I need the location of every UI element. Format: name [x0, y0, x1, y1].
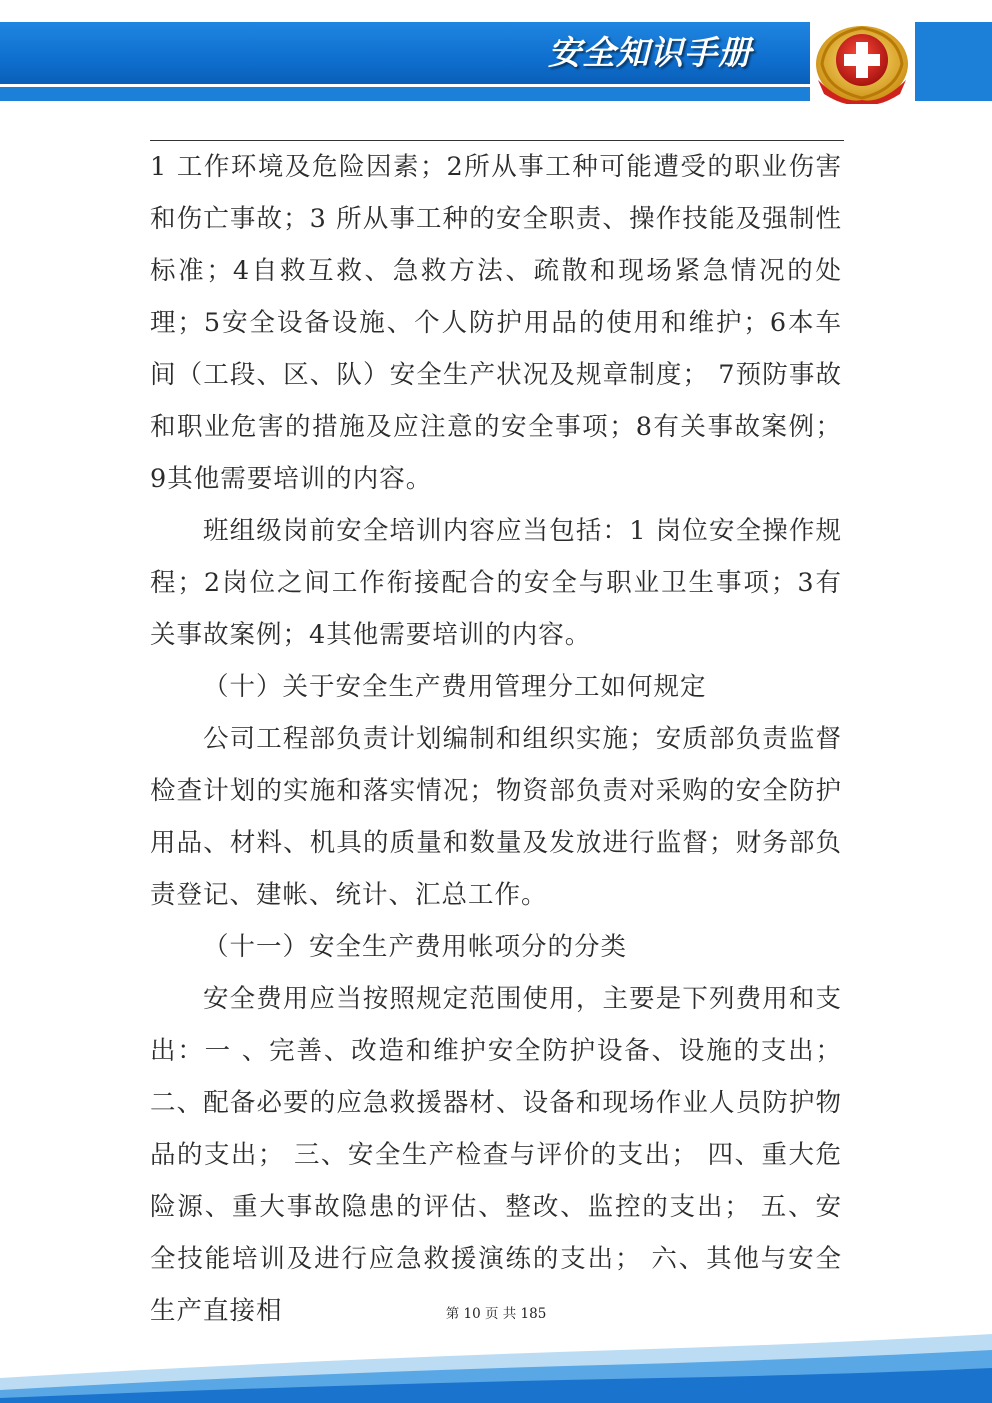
paragraph: 班组级岗前安全培训内容应当包括：1 岗位安全操作规程；2岗位之间工作衔接配合的安全与职业卫生事项；3有关事故案例；4其他需要培训的内容。: [150, 516, 842, 650]
page-number: 第 10 页 共 185: [445, 1306, 547, 1322]
footer-wave: [0, 1320, 992, 1403]
page-header: [0, 0, 992, 120]
header-band-stripe: [0, 87, 810, 101]
section-heading: （十）关于安全生产费用管理分工如何规定: [203, 672, 707, 702]
section-heading: （十一）安全生产费用帐项分的分类: [203, 932, 628, 962]
paragraph: 1 工作环境及危险因素；2所从事工种可能遭受的职业伤害和伤亡事故；3 所从事工种的安全职责、操作技能及强制性标准；4自救互救、急救方法、疏散和现场紧急情况的处理；5安全设备设施、个人防护用品的使用和维护；6本车间（工段、区、队）安全生产状况及规章制度； 7预防事故和职业危害的措施及应注意的安全事项；8有关事故案例； 9其他需要培训的内容。: [150, 152, 842, 494]
header-band-right: [915, 22, 992, 101]
page-body: [150, 141, 842, 1337]
paragraph: 安全费用应当按照规定范围使用，主要是下列费用和支出：一 、完善、改造和维护安全防护设备、设施的支出；二、配备必要的应急救援器材、设备和现场作业人员防护物品的支出； 三、安全生产检查与评价的支出； 四、重大危险源、重大事故隐患的评估、整改、监控的支出； 五、安全技能培训及进行应急救援演练的支出； 六、其他与安全生产直接相: [150, 984, 842, 1326]
handbook-title: 安全知识手册: [548, 33, 752, 72]
safety-cross-emblem-icon: [812, 20, 912, 104]
paragraph: 公司工程部负责计划编制和组织实施；安质部负责监督检查计划的实施和落实情况；物资部负责对采购的安全防护用品、材料、机具的质量和数量及发放进行监督；财务部负责登记、建帐、统计、汇总工作。: [150, 724, 842, 910]
